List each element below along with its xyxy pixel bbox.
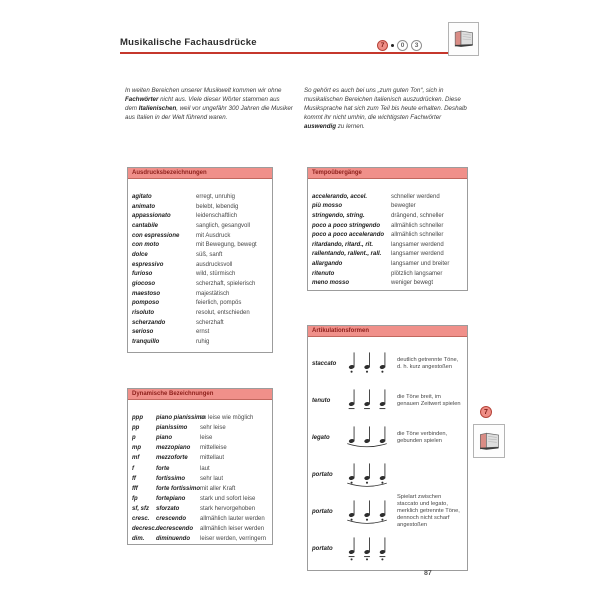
term-row bbox=[132, 328, 268, 338]
term-meaning: scherzhaft bbox=[196, 319, 224, 326]
term-row bbox=[312, 278, 463, 288]
term-italian: espressivo bbox=[132, 261, 164, 268]
term-italian: poco a poco accelerando bbox=[312, 232, 385, 239]
dynamics-abbreviation: cresc. bbox=[132, 515, 150, 522]
dynamics-row bbox=[132, 494, 268, 504]
notation-staccato-dots-icon bbox=[339, 349, 395, 379]
term-meaning: langsamer werdend bbox=[391, 251, 444, 258]
articulation-description: Spielart zwischen staccato und legato, merklich getrennte Töne, dennoch nicht scharf angestoßen bbox=[397, 494, 460, 528]
articulation-row bbox=[312, 530, 464, 567]
term-row bbox=[132, 250, 268, 260]
term-meaning: süß, sanft bbox=[196, 251, 223, 258]
term-italian: animato bbox=[132, 203, 156, 210]
articulation-row bbox=[312, 493, 464, 530]
articulation-row bbox=[312, 456, 464, 493]
term-meaning: mit Bewegung, bewegt bbox=[196, 242, 257, 249]
term-italian: poco a poco stringendo bbox=[312, 222, 381, 229]
dynamics-row bbox=[132, 433, 268, 443]
table-rows bbox=[128, 400, 272, 544]
margin-open-book-icon bbox=[473, 424, 505, 458]
term-italian: allargando bbox=[312, 260, 343, 267]
term-meaning: drängend, schneller bbox=[391, 212, 444, 219]
notation-cell bbox=[339, 386, 397, 416]
open-book-icon bbox=[451, 26, 476, 52]
intro-text: nicht aus. Viele dieser Wörter stammen aus dem bbox=[125, 96, 280, 112]
term-meaning: scherzhaft, spielerisch bbox=[196, 281, 256, 288]
term-meaning: bewegter bbox=[391, 203, 416, 210]
term-meaning: mit Ausdruck bbox=[196, 232, 231, 239]
intro-bold-term: Fachwörter bbox=[125, 96, 159, 103]
term-meaning: wild, stürmisch bbox=[196, 271, 236, 278]
term-row bbox=[132, 202, 268, 212]
term-row bbox=[312, 230, 463, 240]
articulation-description: die Töne verbinden, gebunden spielen bbox=[397, 430, 448, 444]
term-row bbox=[312, 269, 463, 279]
dynamics-meaning: allmählich leiser werden bbox=[200, 526, 265, 533]
dynamics-meaning: stark hervorgehoben bbox=[200, 505, 256, 512]
term-row bbox=[132, 231, 268, 241]
intro-text: So gehört es auch bei uns „zum guten Ton“, sich in musikalischen Bereichen italienisch auszudrücken. Diese Musiksprache hat sich zum Teil bis heute erhalten. Deshalb kommt ihr nicht umhin, die wichtigsten Fachwörter bbox=[304, 87, 467, 121]
term-meaning: erregt, unruhig bbox=[196, 193, 236, 200]
dynamics-row bbox=[132, 504, 268, 514]
term-meaning: plötzlich langsamer bbox=[391, 270, 443, 277]
margin-chapter-badge: 7 bbox=[480, 406, 492, 418]
articulation-term-italian: tenuto bbox=[312, 397, 331, 404]
notation-cell bbox=[339, 349, 397, 379]
term-meaning: majestätisch bbox=[196, 290, 230, 297]
term-italian: maestoso bbox=[132, 290, 161, 297]
table-articulation bbox=[307, 325, 468, 571]
term-row bbox=[132, 211, 268, 221]
term-meaning: allmählich schneller bbox=[391, 222, 444, 229]
articulation-description: deutlich getrennte Töne, d. h. kurz angestoßen bbox=[397, 356, 459, 370]
articulation-row bbox=[312, 345, 464, 382]
notation-cell bbox=[339, 423, 397, 453]
dynamics-row bbox=[132, 484, 268, 494]
dynamics-row bbox=[132, 524, 268, 534]
term-row bbox=[312, 211, 463, 221]
intro-bold-term: auswendig bbox=[304, 123, 336, 130]
articulation-term-italian: portato bbox=[312, 508, 333, 515]
term-italian: rallentando, rallent., rall. bbox=[312, 251, 382, 258]
dynamics-term-italian: crescendo bbox=[156, 515, 187, 522]
table-rows bbox=[128, 179, 272, 347]
dynamics-row bbox=[132, 423, 268, 433]
dynamics-abbreviation: ppp bbox=[132, 415, 143, 422]
title-underline bbox=[120, 52, 456, 54]
dynamics-abbreviation: decresc. bbox=[132, 526, 157, 533]
notation-cell bbox=[339, 497, 397, 527]
intro-text: In weiten Bereichen unserer Musikwelt kommen wir ohne bbox=[125, 87, 282, 94]
articulation-description: die Töne breit, im genauen Zeitwert spielen bbox=[397, 393, 461, 407]
dynamics-abbreviation: dim. bbox=[132, 536, 145, 543]
term-italian: cantabile bbox=[132, 222, 159, 229]
dynamics-meaning: leiser werden, verringern bbox=[200, 536, 267, 543]
dynamics-meaning: laut bbox=[200, 465, 210, 472]
term-italian: ritardando, ritard., rit. bbox=[312, 241, 374, 248]
table-header-tempo: Tempoübergänge bbox=[308, 168, 467, 179]
dynamics-meaning: mittellaut bbox=[200, 455, 225, 462]
dynamics-term-italian: diminuendo bbox=[156, 536, 190, 543]
dynamics-abbreviation: p bbox=[132, 435, 136, 442]
term-row bbox=[132, 337, 268, 347]
term-row bbox=[132, 221, 268, 231]
dynamics-meaning: sehr leise bbox=[200, 425, 226, 432]
articulation-term-italian: legato bbox=[312, 434, 330, 441]
table-dynamics bbox=[127, 388, 273, 545]
dynamics-term-italian: piano pianissimo bbox=[156, 415, 206, 422]
term-meaning: feierlich, pompös bbox=[196, 300, 242, 307]
term-row bbox=[312, 240, 463, 250]
section-badge-2: 3 bbox=[411, 40, 422, 51]
term-row bbox=[312, 259, 463, 269]
table-tempo-transitions bbox=[307, 167, 468, 291]
table-rows bbox=[308, 179, 467, 288]
term-meaning: schneller werdend bbox=[391, 193, 440, 200]
term-row bbox=[132, 308, 268, 318]
dynamics-abbreviation: pp bbox=[132, 425, 140, 432]
articulation-term-italian: portato bbox=[312, 545, 333, 552]
term-meaning: leidenschaftlich bbox=[196, 213, 238, 220]
term-meaning: langsamer werdend bbox=[391, 241, 444, 248]
dynamics-term-italian: forte fortissimo bbox=[156, 485, 201, 492]
term-italian: scherzando bbox=[132, 319, 166, 326]
term-italian: ritenuto bbox=[312, 270, 335, 277]
table-header-dynamics: Dynamische Bezeichnungen bbox=[128, 389, 272, 400]
term-row bbox=[132, 289, 268, 299]
notation-tenuto-lines-icon bbox=[339, 386, 395, 416]
dynamics-abbreviation: f bbox=[132, 465, 134, 472]
articulation-term-italian: portato bbox=[312, 471, 333, 478]
dynamics-term-italian: fortepiano bbox=[156, 495, 186, 502]
dynamics-meaning: stark und sofort leise bbox=[200, 495, 256, 502]
intro-text: zu lernen. bbox=[335, 123, 365, 130]
notation-lines-dots-icon bbox=[339, 534, 395, 564]
dynamics-meaning: mittelleise bbox=[200, 445, 227, 452]
term-row bbox=[312, 250, 463, 260]
dynamics-abbreviation: sf, sfz bbox=[132, 505, 150, 512]
notation-cell bbox=[339, 534, 397, 564]
term-italian: con moto bbox=[132, 242, 159, 249]
dynamics-meaning: so leise wie möglich bbox=[200, 415, 254, 422]
term-italian: stringendo, string. bbox=[312, 212, 365, 219]
term-italian: più mosso bbox=[312, 203, 343, 210]
term-italian: agitato bbox=[132, 193, 152, 200]
dynamics-row bbox=[132, 534, 268, 544]
articulation-row bbox=[312, 419, 464, 456]
dynamics-row bbox=[132, 514, 268, 524]
term-meaning: weniger bewegt bbox=[391, 280, 434, 287]
term-row bbox=[132, 192, 268, 202]
dynamics-meaning: allmählich lauter werden bbox=[200, 515, 265, 522]
dynamics-term-italian: sforzato bbox=[156, 505, 180, 512]
dynamics-term-italian: decrescendo bbox=[156, 526, 194, 533]
page-title: Musikalische Fachausdrücke bbox=[120, 37, 257, 48]
term-italian: furioso bbox=[132, 271, 153, 278]
dynamics-row bbox=[132, 413, 268, 423]
separator-dot-icon bbox=[391, 44, 394, 47]
articulation-term-italian: staccato bbox=[312, 360, 337, 367]
term-meaning: belebt, lebendig bbox=[196, 203, 239, 210]
notation-slur-icon bbox=[339, 423, 395, 453]
term-italian: tranquillo bbox=[132, 339, 160, 346]
dynamics-meaning: sehr laut bbox=[200, 475, 224, 482]
term-row bbox=[132, 260, 268, 270]
chapter-badges bbox=[377, 40, 422, 51]
intro-bold-term: Italienischen bbox=[138, 105, 177, 112]
term-meaning: ausdrucksvoll bbox=[196, 261, 233, 268]
dynamics-abbreviation: ff bbox=[132, 475, 136, 482]
chapter-badge: 7 bbox=[377, 40, 388, 51]
term-italian: meno mosso bbox=[312, 280, 350, 287]
open-book-icon bbox=[476, 428, 502, 455]
term-row bbox=[132, 270, 268, 280]
dynamics-abbreviation: mf bbox=[132, 455, 140, 462]
term-italian: serioso bbox=[132, 329, 154, 336]
term-italian: giocoso bbox=[132, 281, 156, 288]
term-meaning: ernst bbox=[196, 329, 210, 336]
term-italian: con espressione bbox=[132, 232, 180, 239]
dynamics-row bbox=[132, 443, 268, 453]
dynamics-meaning: leise bbox=[200, 435, 213, 442]
notation-dots-slur-icon bbox=[339, 497, 395, 527]
table-rows bbox=[308, 337, 467, 567]
term-row bbox=[132, 318, 268, 328]
table-expressions bbox=[127, 167, 273, 353]
dynamics-meaning: mit aller Kraft bbox=[200, 485, 236, 492]
page-number: 87 bbox=[424, 570, 432, 577]
term-italian: pomposo bbox=[132, 300, 159, 307]
intro-paragraph-right bbox=[304, 86, 474, 131]
dynamics-term-italian: mezzoforte bbox=[156, 455, 188, 462]
intro-text: , weil vor ungefähr 300 Jahren die Musiker aus Italien in der Welt führend waren. bbox=[125, 105, 293, 121]
term-row bbox=[132, 240, 268, 250]
dynamics-term-italian: piano bbox=[156, 435, 172, 442]
dynamics-abbreviation: mp bbox=[132, 445, 141, 452]
term-meaning: langsamer und breiter bbox=[391, 260, 450, 267]
dynamics-term-italian: forte bbox=[156, 465, 170, 472]
dynamics-term-italian: fortissimo bbox=[156, 475, 186, 482]
term-row bbox=[312, 202, 463, 212]
dynamics-abbreviation: fff bbox=[132, 485, 138, 492]
notation-dots-slur-icon bbox=[339, 460, 395, 490]
dynamics-abbreviation: fp bbox=[132, 495, 138, 502]
term-meaning: ruhig bbox=[196, 339, 210, 346]
term-row bbox=[312, 192, 463, 202]
dynamics-term-italian: pianissimo bbox=[156, 425, 188, 432]
section-badge-1: 0 bbox=[397, 40, 408, 51]
term-meaning: resolut, entschieden bbox=[196, 310, 250, 317]
term-italian: appassionato bbox=[132, 213, 171, 220]
term-row bbox=[312, 221, 463, 231]
dynamics-row bbox=[132, 453, 268, 463]
dynamics-row bbox=[132, 463, 268, 473]
articulation-row bbox=[312, 382, 464, 419]
term-meaning: sanglich, gesangvoll bbox=[196, 222, 251, 229]
term-meaning: allmählich schneller bbox=[391, 232, 444, 239]
dynamics-row bbox=[132, 474, 268, 484]
term-row bbox=[132, 299, 268, 309]
dynamics-term-italian: mezzopiano bbox=[156, 445, 191, 452]
table-header-expressions: Ausdrucksbezeichnungen bbox=[128, 168, 272, 179]
table-header-articulation: Artikulationsformen bbox=[308, 326, 467, 337]
term-italian: dolce bbox=[132, 251, 148, 258]
term-row bbox=[132, 279, 268, 289]
intro-paragraph-left bbox=[125, 86, 293, 122]
open-book-icon bbox=[448, 22, 479, 56]
term-italian: accelerando, accel. bbox=[312, 193, 368, 200]
notation-cell bbox=[339, 460, 397, 490]
term-italian: risoluto bbox=[132, 310, 154, 317]
